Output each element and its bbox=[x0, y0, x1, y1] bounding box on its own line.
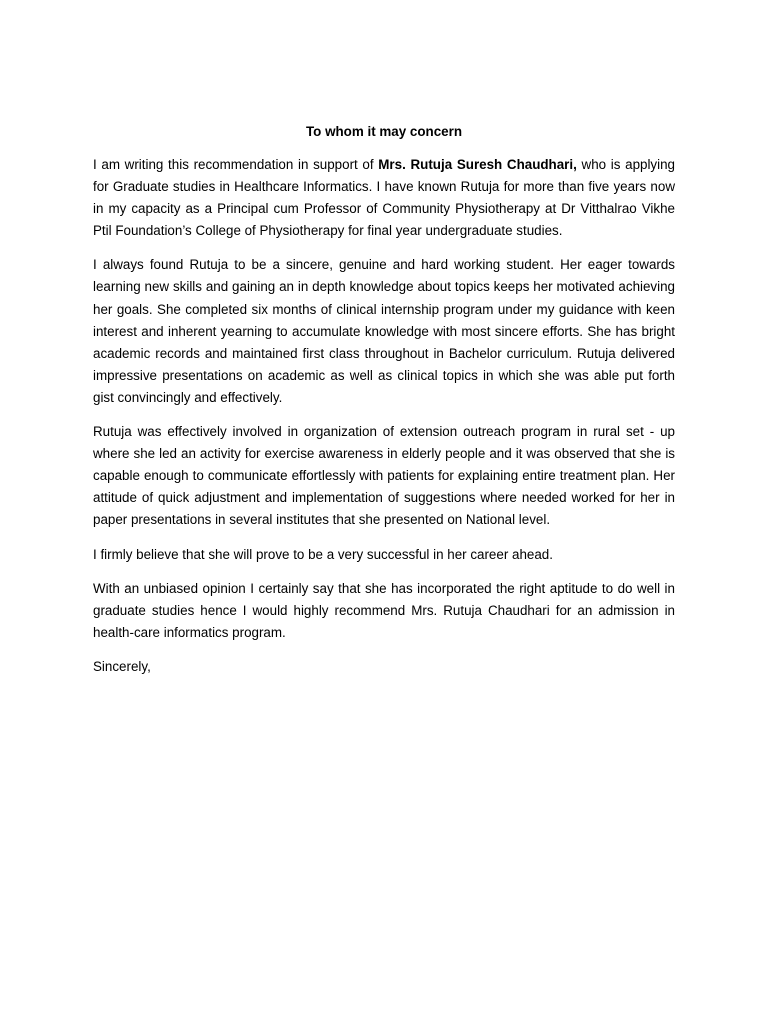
recommendation-letter bbox=[93, 122, 675, 678]
candidate-name: Mrs. Rutuja Suresh Chaudhari, bbox=[378, 157, 577, 172]
letter-closing: Sincerely, bbox=[93, 658, 151, 674]
paragraph-belief: I firmly believe that she will prove to be a very successful in her career ahead. bbox=[93, 546, 553, 562]
paragraph-character: I always found Rutuja to be a sincere, genuine and hard working student. Her eager towards learning new skills and gaining an in depth knowledge about topics keeps her motivated achieving her goals. She completed six months of clinical internship program under my guidance with keen interest and inherent yearning to accumulate knowledge with most sincere efforts. She has bright academic records and maintained first class throughout in Bachelor curriculum. Rutuja delivered impressive presentations on academic as well as clinical topics in which she was able put forth gist convincingly and effectively. bbox=[93, 257, 675, 405]
paragraph-recommendation: With an unbiased opinion I certainly say that she has incorporated the right aptitude to do well in graduate studies hence I would highly recommend Mrs. Rutuja Chaudhari for an admission in health-care informatics program. bbox=[93, 580, 675, 640]
intro-text-end: who is applying for Graduate studies in Healthcare Informatics. I have known Rutuja for more than five years now in my capacity as a Principal cum Professor of Community Physiotherapy at Dr Vitthalrao Vikhe Ptil Foundation’s College of Physiotherapy for final year undergraduate studies. bbox=[93, 157, 675, 239]
intro-text-start: I am writing this recommendation in support of bbox=[93, 157, 379, 172]
paragraph-introduction bbox=[93, 154, 675, 242]
paragraph-outreach: Rutuja was effectively involved in organization of extension outreach program in rural set - up where she led an activity for exercise awareness in elderly people and it was observed that she is capable enough to communicate effortlessly with patients for explaining entire treatment plan. Her attitude of quick adjustment and implementation of suggestions where needed worked for her in paper presentations in several institutes that she presented on National level. bbox=[93, 424, 675, 528]
letter-title: To whom it may concern bbox=[306, 124, 462, 139]
